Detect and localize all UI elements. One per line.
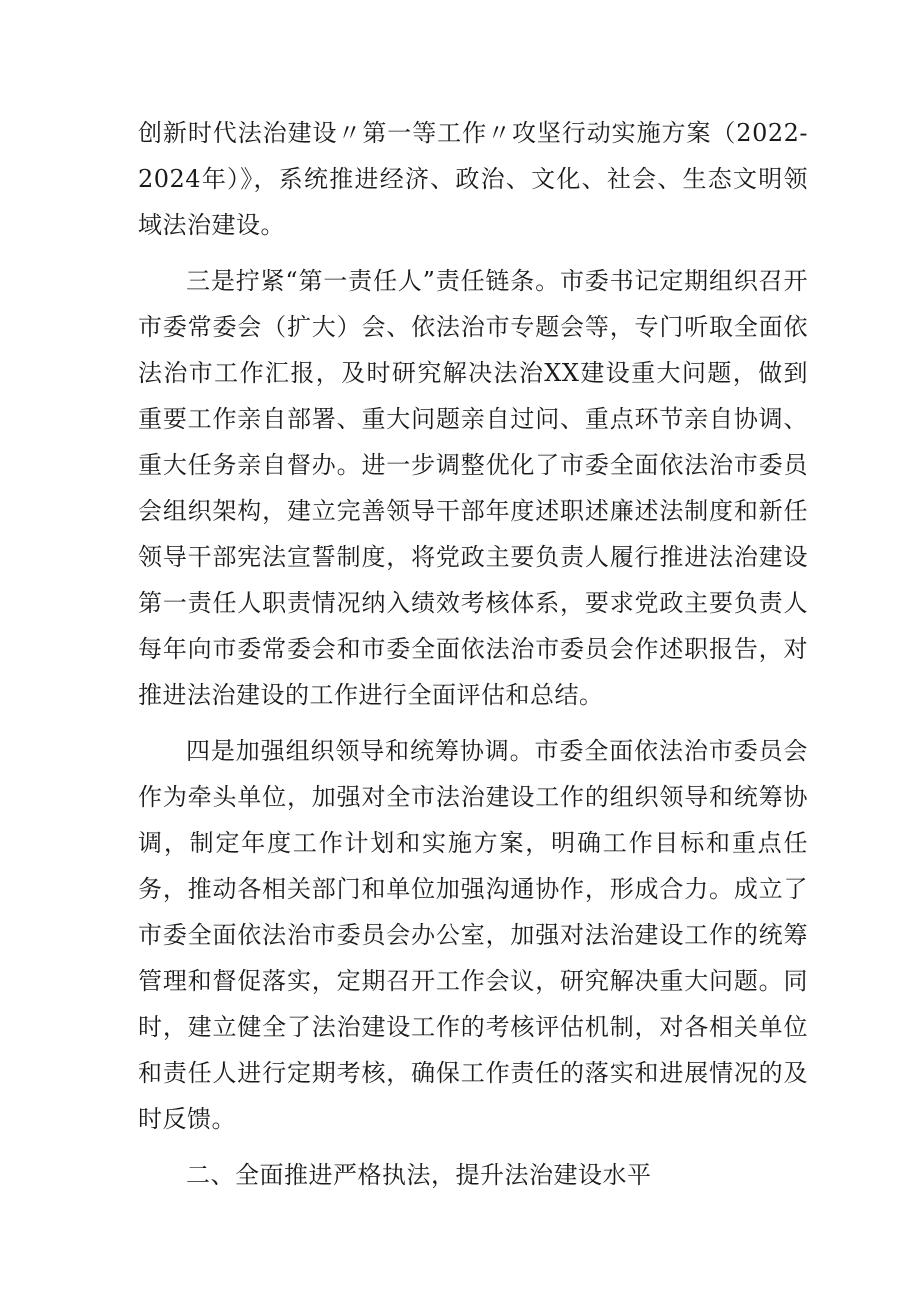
section-heading-strict-enforcement: 二、全面推进严格执法，提升法治建设水平: [186, 1161, 652, 1189]
paragraph-organization-leadership: 四是加强组织领导和统筹协调。市委全面依法治市委员会作为牵头单位，加强对全市法治建设工作的组织领导和统筹协调，制定年度工作计划和实施方案，明确工作目标和重点任务，推动各相关部门和单位加强沟通协作，形成合力。成立了市委全面依法治市委员会办公室，加强对法治建设工作的统筹管理和督促落实，定期召开工作会议，研究解决重大问题。同时，建立健全了法治建设工作的考核评估机制，对各相关单位和责任人进行定期考核，确保工作责任的落实和进展情况的及时反馈。: [138, 737, 808, 1133]
paragraph-first-responsible: 三是拧紧“第一责任人”责任链条。市委书记定期组织召开市委常委会（扩大）会、依法治市专题会等，专门听取全面依法治市工作汇报，及时研究解决法治XX建设重大问题，做到重要工作亲自部署、重大问题亲自过问、重点环节亲自协调、重大任务亲自督办。进一步调整优化了市委全面依法治市委员会组织架构，建立完善领导干部年度述职述廉述法制度和新任领导干部宪法宣誓制度，将党政主要负责人履行推进法治建设第一责任人职责情况纳入绩效考核体系，要求党政主要负责人每年向市委常委会和市委全面依法治市委员会作述职报告，对推进法治建设的工作进行全面评估和总结。: [138, 267, 808, 709]
document-body: [138, 110, 808, 1198]
paragraph-continuation: 创新时代法治建设〃第一等工作〃攻坚行动实施方案（2022-2024年）》，系统推进经济、政治、文化、社会、生态文明领域法治建设。: [138, 119, 808, 239]
